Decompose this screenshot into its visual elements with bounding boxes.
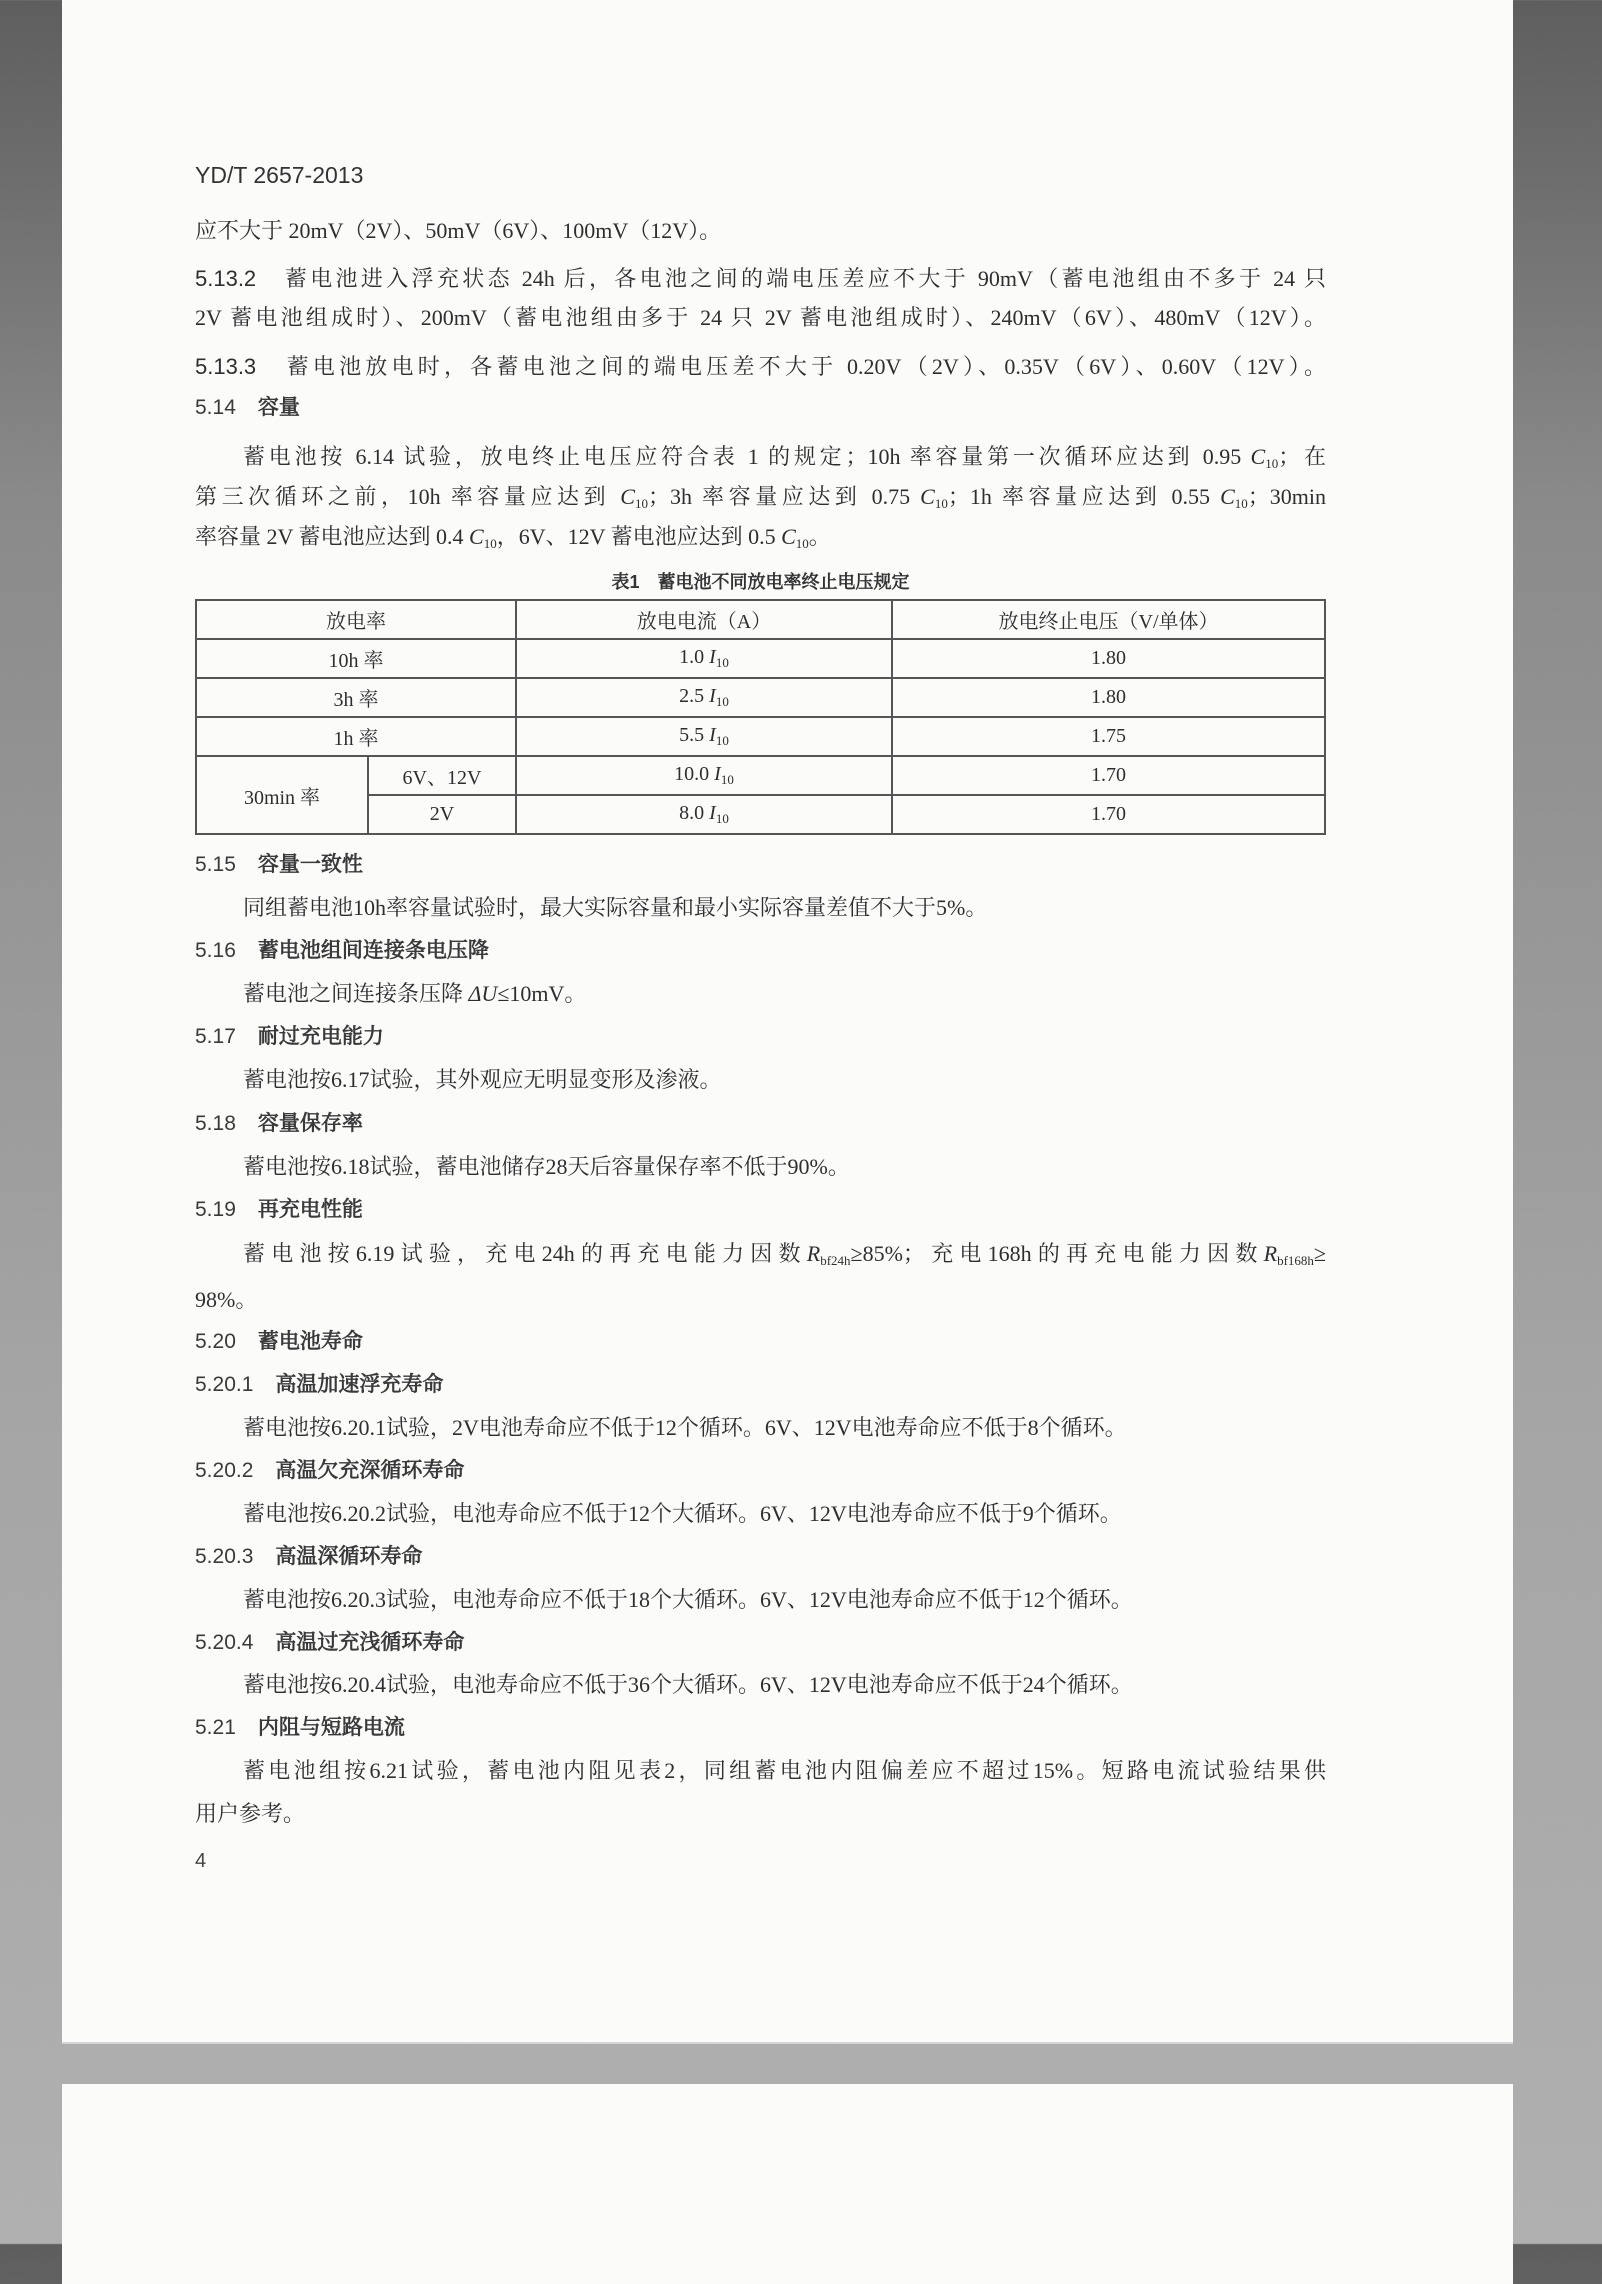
subscript: bf168h (1277, 1253, 1314, 1268)
section-title: 容量保存率 (257, 1112, 363, 1135)
text: 率容量 2V 蓄电池应达到 0.4 (195, 524, 469, 549)
section-heading (195, 850, 363, 880)
text: ≤10mV。 (497, 981, 587, 1006)
section-number: 5.14 (195, 396, 236, 419)
symbol: C (620, 484, 635, 509)
paragraph-line (195, 482, 1326, 512)
section-number: 5.16 (195, 939, 236, 962)
section-heading (195, 1542, 422, 1572)
section-body: 98%。 (195, 1287, 258, 1312)
subscript: 10 (1234, 496, 1248, 511)
section-title: 高温欠充深循环寿命 (275, 1459, 465, 1482)
symbol: C (1220, 484, 1235, 509)
voltage-cell: 1.75 (892, 717, 1325, 756)
text: ；30min (1247, 484, 1326, 509)
section-body: 蓄电池组按6.21试验，蓄电池内阻见表2，同组蓄电池内阻偏差应不超过15%。短路电流试验结果供 (243, 1758, 1326, 1783)
text: 蓄电池按 6.14 试验，放电终止电压应符合表 1 的规定；10h 率容量第一次循环应达到 0.95 (243, 444, 1251, 469)
section-body (243, 1239, 1326, 1269)
section-title: 蓄电池寿命 (257, 1330, 363, 1353)
subscript: 10 (1265, 456, 1279, 471)
column-header: 放电终止电压（V/单体） (892, 600, 1325, 639)
text: ，6V、12V 蓄电池应达到 0.5 (496, 524, 782, 549)
rate-cell: 30min 率 (196, 756, 368, 834)
text: 第三次循环之前，10h 率容量应达到 (195, 484, 621, 509)
section-body: 蓄电池按6.17试验，其外观应无明显变形及渗液。 (243, 1067, 722, 1092)
subscript: 10 (483, 536, 497, 551)
value: 1.0 (679, 646, 710, 668)
current-cell (516, 639, 892, 678)
subscript: 10 (715, 694, 729, 709)
subscript: 10 (715, 733, 729, 748)
page-number: 4 (195, 1850, 207, 1872)
section-body: 蓄电池按6.20.2试验，电池寿命应不低于12个大循环。6V、12V电池寿命应不低于9个循环。 (243, 1501, 1122, 1526)
text: ；1h 率容量应达到 0.55 (947, 484, 1221, 509)
section-number: 5.20.1 (195, 1373, 254, 1396)
section-heading (195, 1195, 363, 1225)
current-cell (516, 678, 892, 717)
value: 10.0 (674, 763, 715, 785)
section-title: 再充电性能 (257, 1198, 363, 1221)
section-heading (195, 1713, 405, 1743)
section-number: 5.20.4 (195, 1631, 254, 1654)
rate-cell: 10h 率 (196, 639, 516, 678)
section-heading (195, 1327, 363, 1357)
table-row (196, 639, 1325, 678)
subscript: bf24h (820, 1253, 851, 1268)
text: ≥85%；充电168h的再充电能力因数 (850, 1241, 1264, 1266)
symbol: C (469, 524, 484, 549)
section-heading (195, 1022, 384, 1052)
section-title: 容量一致性 (257, 853, 363, 876)
subscript: 10 (795, 536, 809, 551)
voltage-class-cell: 6V、12V (368, 756, 516, 795)
section-heading (195, 1370, 443, 1400)
current-cell (516, 756, 892, 795)
table-row (196, 717, 1325, 756)
subscript: 10 (715, 655, 729, 670)
section-title: 高温深循环寿命 (275, 1545, 423, 1568)
value: 8.0 (679, 802, 710, 824)
section-heading (195, 1109, 363, 1139)
clause-text: 蓄电池进入浮充状态 24h 后，各电池之间的端电压差应不大于 90mV（蓄电池组由不多于 24 只 (284, 266, 1326, 291)
section-body (243, 979, 586, 1009)
subscript: 10 (634, 496, 648, 511)
section-body: 用户参考。 (195, 1801, 306, 1826)
symbol: R (1263, 1241, 1278, 1266)
section-body: 同组蓄电池10h率容量试验时，最大实际容量和最小实际容量差值不大于5%。 (243, 895, 988, 920)
symbol: I (709, 685, 716, 707)
voltage-cell: 1.80 (892, 639, 1325, 678)
paragraph-line: 应不大于 20mV（2V）、50mV（6V）、100mV（12V）。 (195, 218, 722, 243)
document-id: YD/T 2657-2013 (195, 162, 364, 188)
section-number: 5.21 (195, 1716, 236, 1739)
current-cell (516, 717, 892, 756)
section-number: 5.20 (195, 1330, 236, 1353)
text: ；在 (1278, 444, 1326, 469)
table-header-row (196, 600, 1325, 639)
section-number: 5.20.3 (195, 1545, 254, 1568)
symbol: C (781, 524, 796, 549)
symbol: I (709, 646, 716, 668)
table-caption: 表1 蓄电池不同放电率终止电压规定 (611, 572, 910, 592)
section-heading-5-14 (195, 393, 300, 423)
section-number: 5.18 (195, 1112, 236, 1135)
section-heading (195, 1628, 464, 1658)
section-body: 蓄电池按6.20.3试验，电池寿命应不低于18个大循环。6V、12V电池寿命应不低于12个循环。 (243, 1587, 1133, 1612)
section-number: 5.19 (195, 1198, 236, 1221)
text: 蓄电池之间连接条压降 (243, 981, 469, 1006)
clause-5-13-2 (195, 264, 1326, 294)
symbol: I (709, 802, 716, 824)
section-title: 容量 (257, 396, 300, 419)
table-row (196, 756, 1325, 795)
clause-5-13-3 (195, 352, 1326, 382)
section-heading (195, 1456, 464, 1486)
section-title: 蓄电池组间连接条电压降 (257, 939, 489, 962)
voltage-cell: 1.70 (892, 756, 1325, 795)
symbol: C (920, 484, 935, 509)
subscript: 10 (715, 811, 729, 826)
voltage-cell: 1.70 (892, 795, 1325, 834)
paragraph-line (243, 442, 1326, 472)
next-document-page (62, 2084, 1513, 2284)
symbol: R (806, 1241, 821, 1266)
symbol: I (709, 724, 716, 746)
paragraph-line: 2V 蓄电池组成时）、200mV（蓄电池组由多于 24 只 2V 蓄电池组成时）、240mV（6V）、480mV（12V）。 (195, 305, 1326, 330)
text: ；3h 率容量应达到 0.75 (647, 484, 921, 509)
section-heading (195, 936, 489, 966)
text: 蓄电池按6.19试验，充电24h的再充电能力因数 (243, 1241, 807, 1266)
column-header: 放电电流（A） (516, 600, 892, 639)
section-number: 5.20.2 (195, 1459, 254, 1482)
section-title: 内阻与短路电流 (257, 1716, 405, 1739)
subscript: 10 (934, 496, 948, 511)
voltage-cell: 1.80 (892, 678, 1325, 717)
subscript: 10 (720, 772, 734, 787)
discharge-voltage-table (195, 599, 1326, 835)
section-number: 5.17 (195, 1025, 236, 1048)
section-title: 高温加速浮充寿命 (275, 1373, 444, 1396)
value: 2.5 (679, 685, 710, 707)
text: 。 (808, 524, 831, 549)
rate-cell: 3h 率 (196, 678, 516, 717)
symbol: ΔU (468, 981, 498, 1006)
symbol: C (1250, 444, 1266, 469)
column-header: 放电率 (196, 600, 516, 639)
symbol: I (714, 763, 721, 785)
section-body: 蓄电池按6.20.4试验，电池寿命应不低于36个大循环。6V、12V电池寿命应不低于24个循环。 (243, 1672, 1133, 1697)
value: 5.5 (679, 724, 710, 746)
clause-number: 5.13.3 (195, 354, 257, 379)
section-number: 5.15 (195, 853, 236, 876)
section-body: 蓄电池按6.20.1试验，2V电池寿命应不低于12个循环。6V、12V电池寿命应不低于8个循环。 (243, 1415, 1127, 1440)
clause-text: 蓄电池放电时，各蓄电池之间的端电压差不大于 0.20V（2V）、0.35V（6V）、0.60V（12V）。 (286, 354, 1326, 379)
paragraph-line (195, 522, 831, 552)
section-body: 蓄电池按6.18试验，蓄电池储存28天后容量保存率不低于90%。 (243, 1154, 850, 1179)
rate-cell: 1h 率 (196, 717, 516, 756)
text: ≥ (1313, 1241, 1326, 1266)
section-title: 耐过充电能力 (257, 1025, 384, 1048)
clause-number: 5.13.2 (195, 266, 257, 291)
section-title: 高温过充浅循环寿命 (275, 1631, 465, 1654)
table-row (196, 678, 1325, 717)
current-cell (516, 795, 892, 834)
voltage-class-cell: 2V (368, 795, 516, 834)
